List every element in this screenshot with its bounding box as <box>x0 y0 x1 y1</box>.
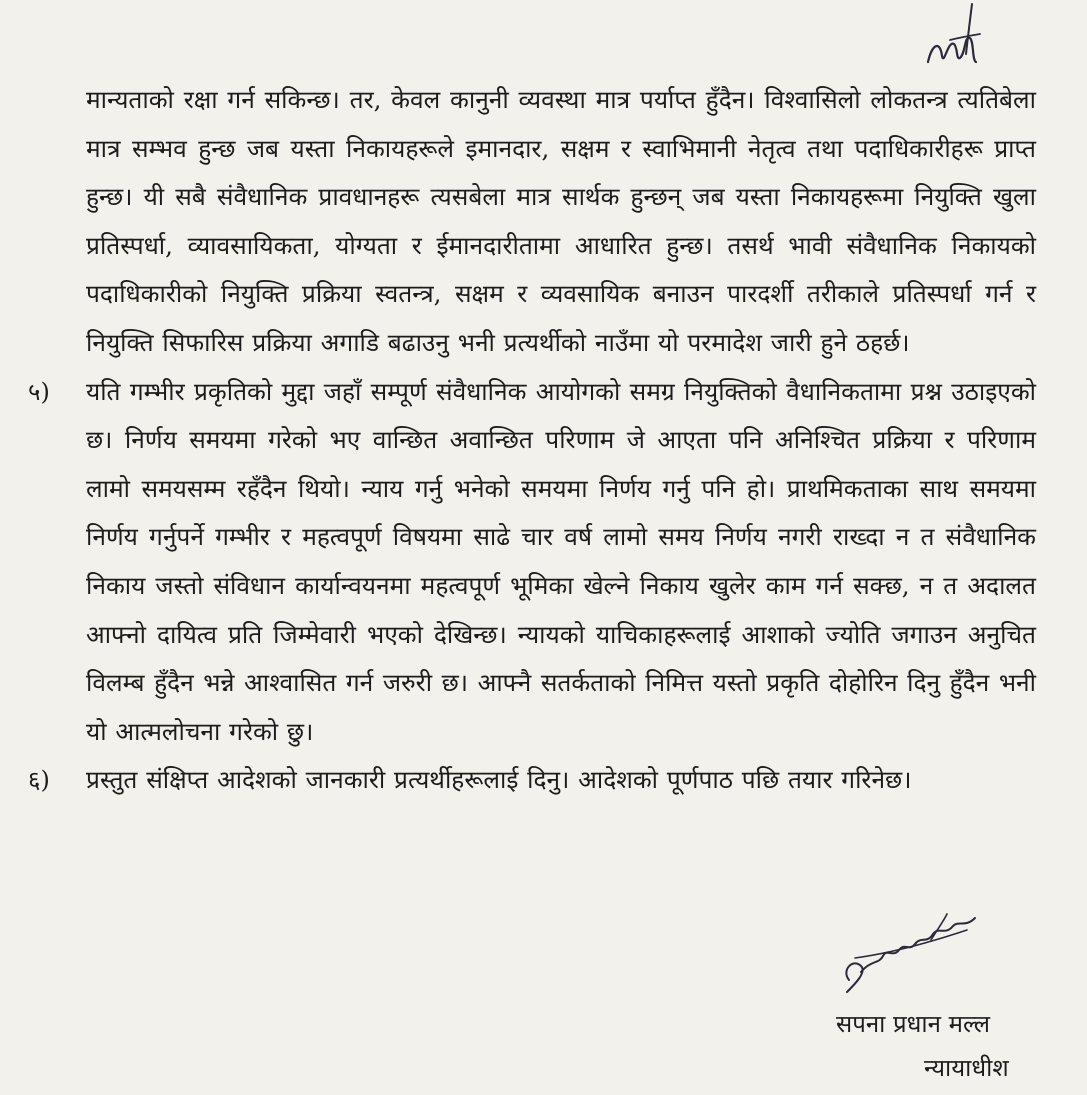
order-text <box>28 76 1036 805</box>
handwritten-initials <box>920 0 990 80</box>
paragraph-5 <box>28 368 1036 757</box>
signatory-name: सपना प्रधान मल्ल <box>836 1010 991 1038</box>
paragraph-text: यति गम्भीर प्रकृतिको मुद्दा जहाँ सम्पूर्ण संवैधानिक आयोगको समग्र नियुक्तिको वैधानिकतामा प्रश्न उठाइएको छ। निर्णय समयमा गरेको भए वान्छित अवान्छित परिणाम जे आएता पनि अनिश्चित प्रक्रिया र परिणाम लामो समयसम्म रहँदैन थियो। न्याय गर्नु भनेको समयमा निर्णय गर्नु पनि हो। प्राथमिकताका साथ समयमा निर्णय गर्नुपर्ने गम्भीर र महत्वपूर्ण विषयमा साढे चार वर्ष लामो समय निर्णय नगरी राख्दा न त संवैधानिक निकाय जस्तो संविधान कार्यान्वयनमा महत्वपूर्ण भूमिका खेल्ने निकाय खुलेर काम गर्न सक्छ, न त अदालत आफ्नो दायित्व प्रति जिम्मेवारी भएको देखिन्छ। न्यायको याचिकाहरूलाई आशाको ज्योति जगाउन अनुचित विलम्ब हुँदैन भन्ने आश्वासित गर्न जरुरी छ। आफ्नै सतर्कताको निमित्त यस्तो प्रकृति दोहोरिन दिनु हुँदैन भनी यो आत्मलोचना गरेको छु। <box>86 376 1036 746</box>
paragraph-text: प्रस्तुत संक्षिप्त आदेशको जानकारी प्रत्यर्थीहरूलाई दिनु। आदेशको पूर्णपाठ पछि तयार गरिनेछ। <box>86 765 912 795</box>
handwritten-signature <box>835 900 985 1010</box>
paragraph-6 <box>28 756 1036 805</box>
paragraph-4-continued <box>86 76 1036 368</box>
paragraph-text: मान्यताको रक्षा गर्न सकिन्छ। तर, केवल कानुनी व्यवस्था मात्र पर्याप्त हुँदैन। विश्वासिलो लोकतन्त्र त्यतिबेला मात्र सम्भव हुन्छ जब यस्ता निकायहरूले इमानदार, सक्षम र स्वाभिमानी नेतृत्व तथा पदाधिकारीहरू प्राप्त हुन्छ। यी सबै संवैधानिक प्रावधानहरू त्यसबेला मात्र सार्थक हुन्छन् जब यस्ता निकायहरूमा नियुक्ति खुला प्रतिस्पर्धा, व्यावसायिकता, योग्यता र ईमानदारीतामा आधारित हुन्छ। तसर्थ भावी संवैधानिक निकायको पदाधिकारीको नियुक्ति प्रक्रिया स्वतन्त्र, सक्षम र व्यवसायिक बनाउन पारदर्शी तरीकाले प्रतिस्पर्धा गर्न र नियुक्ति सिफारिस प्रक्रिया अगाडि बढाउनु भनी प्रत्यर्थीको नाउँमा यो परमादेश जारी हुने ठहर्छ। <box>86 85 1036 357</box>
paragraph-number: ५) <box>28 377 50 406</box>
paragraph-number: ६) <box>28 766 50 795</box>
signatory-title: न्यायाधीश <box>924 1054 1009 1082</box>
